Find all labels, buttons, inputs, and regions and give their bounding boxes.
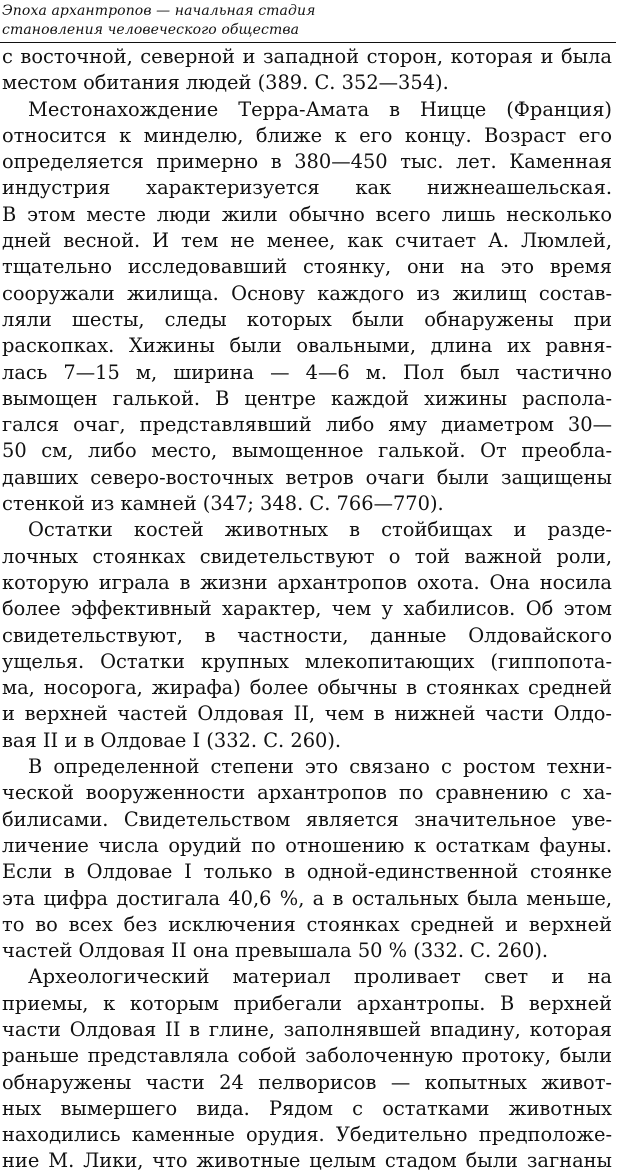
text-line: Если в Олдовае I только в одной-единственной стоянке	[2, 860, 612, 884]
text-line: лась 7—15 м, ширина — 4—6 м. Пол был частично	[2, 360, 612, 384]
text-line: свидетельствуют, в частности, данные Олдовайского	[2, 623, 612, 647]
body-text	[2, 44, 612, 1175]
text-line: Археологический материал проливает свет и на	[28, 965, 612, 989]
paragraph	[2, 97, 612, 518]
text-line: приемы, к которым прибегали архантропы. В верхней	[2, 991, 612, 1015]
text-line: обнаружены части 24 пелворисов — копытных живот-	[2, 1070, 612, 1094]
running-head-line-1: Эпоха архантропов — начальная стадия	[2, 3, 316, 19]
paragraph	[2, 754, 612, 964]
text-line: которую играла в жизни архантропов охота. Она носила	[2, 570, 612, 594]
text-line: определяется примерно в 380—450 тыс. лет. Каменная	[2, 150, 612, 174]
text-line: индустрия характеризуется как нижнеашельская.	[2, 176, 612, 200]
paragraph	[2, 44, 612, 97]
text-line: ма, носорога, жирафа) более обычны в стоянках средней	[2, 676, 612, 700]
header-rule	[0, 42, 616, 43]
text-line: В определенной степени это связано с ростом техни-	[28, 755, 612, 779]
text-line: ляли шесты, следы которых были обнаружены при	[2, 307, 612, 331]
text-line: Остатки костей животных в стойбищах и разде-	[28, 518, 612, 542]
running-head-line-2: становления человеческого общества	[2, 22, 300, 38]
text-line: ных вымершего вида. Рядом с остатками животных	[2, 1096, 612, 1120]
text-line: относится к минделю, ближе к его концу. Возраст его	[2, 123, 612, 147]
text-line: стенкой из камней (347; 348. С. 766—770).	[2, 492, 444, 516]
text-line: ущелья. Остатки крупных млекопитающих (гиппопота-	[2, 649, 612, 673]
text-line: с восточной, северной и западной сторон, которая и была	[2, 45, 612, 68]
text-line: вымощен галькой. В центре каждой хижины распола-	[2, 386, 612, 410]
text-line: давших северо-восточных ветров очаги были защищены	[2, 465, 612, 489]
text-line: раскопках. Хижины были овальными, длина их равня-	[2, 334, 612, 358]
text-line: 50 см, либо место, вымощенное галькой. От преобла-	[2, 439, 612, 463]
text-line: лочных стоянках свидетельствуют о той важной роли,	[2, 544, 612, 568]
text-line: Местонахождение Терра-Амата в Ницце (Франция)	[28, 97, 612, 121]
text-line: тщательно исследовавший стоянку, они на это время	[2, 255, 612, 279]
text-line: и верхней частей Олдовая II, чем в нижней части Олдо-	[2, 702, 612, 726]
text-line: гался очаг, представлявший либо яму диаметром 30—	[2, 413, 612, 437]
text-line: находились каменные орудия. Убедительно предположе-	[2, 1123, 612, 1147]
text-line: личение числа орудий по отношению к остаткам фауны.	[2, 833, 612, 857]
text-line: билисами. Свидетельством является значительное уве-	[2, 807, 612, 831]
text-line: частей Олдовая II она превышала 50 % (332. С. 260).	[2, 939, 549, 963]
text-line: В этом месте люди жили обычно всего лишь несколько	[2, 202, 612, 226]
text-line: части Олдовая II в глине, заполнявшей впадину, которая	[2, 1017, 612, 1041]
text-line: раньше представляла собой заболоченную протоку, были	[2, 1044, 612, 1068]
text-line: эта цифра достигала 40,6 %, а в остальных была меньше,	[2, 886, 612, 910]
running-head	[2, 2, 612, 40]
text-line: вая II и в Олдовае I (332. С. 260).	[2, 728, 342, 752]
text-line: сооружали жилища. Основу каждого из жилищ состав-	[2, 281, 612, 305]
text-line: ческой вооруженности архантропов по сравнению с ха-	[2, 781, 612, 805]
text-line: более эффективный характер, чем у хабилисов. Об этом	[2, 597, 612, 621]
text-line: ние М. Лики, что животные целым стадом были загнаны	[2, 1149, 612, 1173]
text-line: дней весной. И тем не менее, как считает А. Люмлей,	[2, 229, 612, 253]
text-line: местом обитания людей (389. С. 352—354).	[2, 71, 449, 95]
paragraph	[2, 964, 612, 1174]
paragraph	[2, 517, 612, 754]
text-line: то во всех без исключения стоянках средней и верхней	[2, 912, 612, 936]
